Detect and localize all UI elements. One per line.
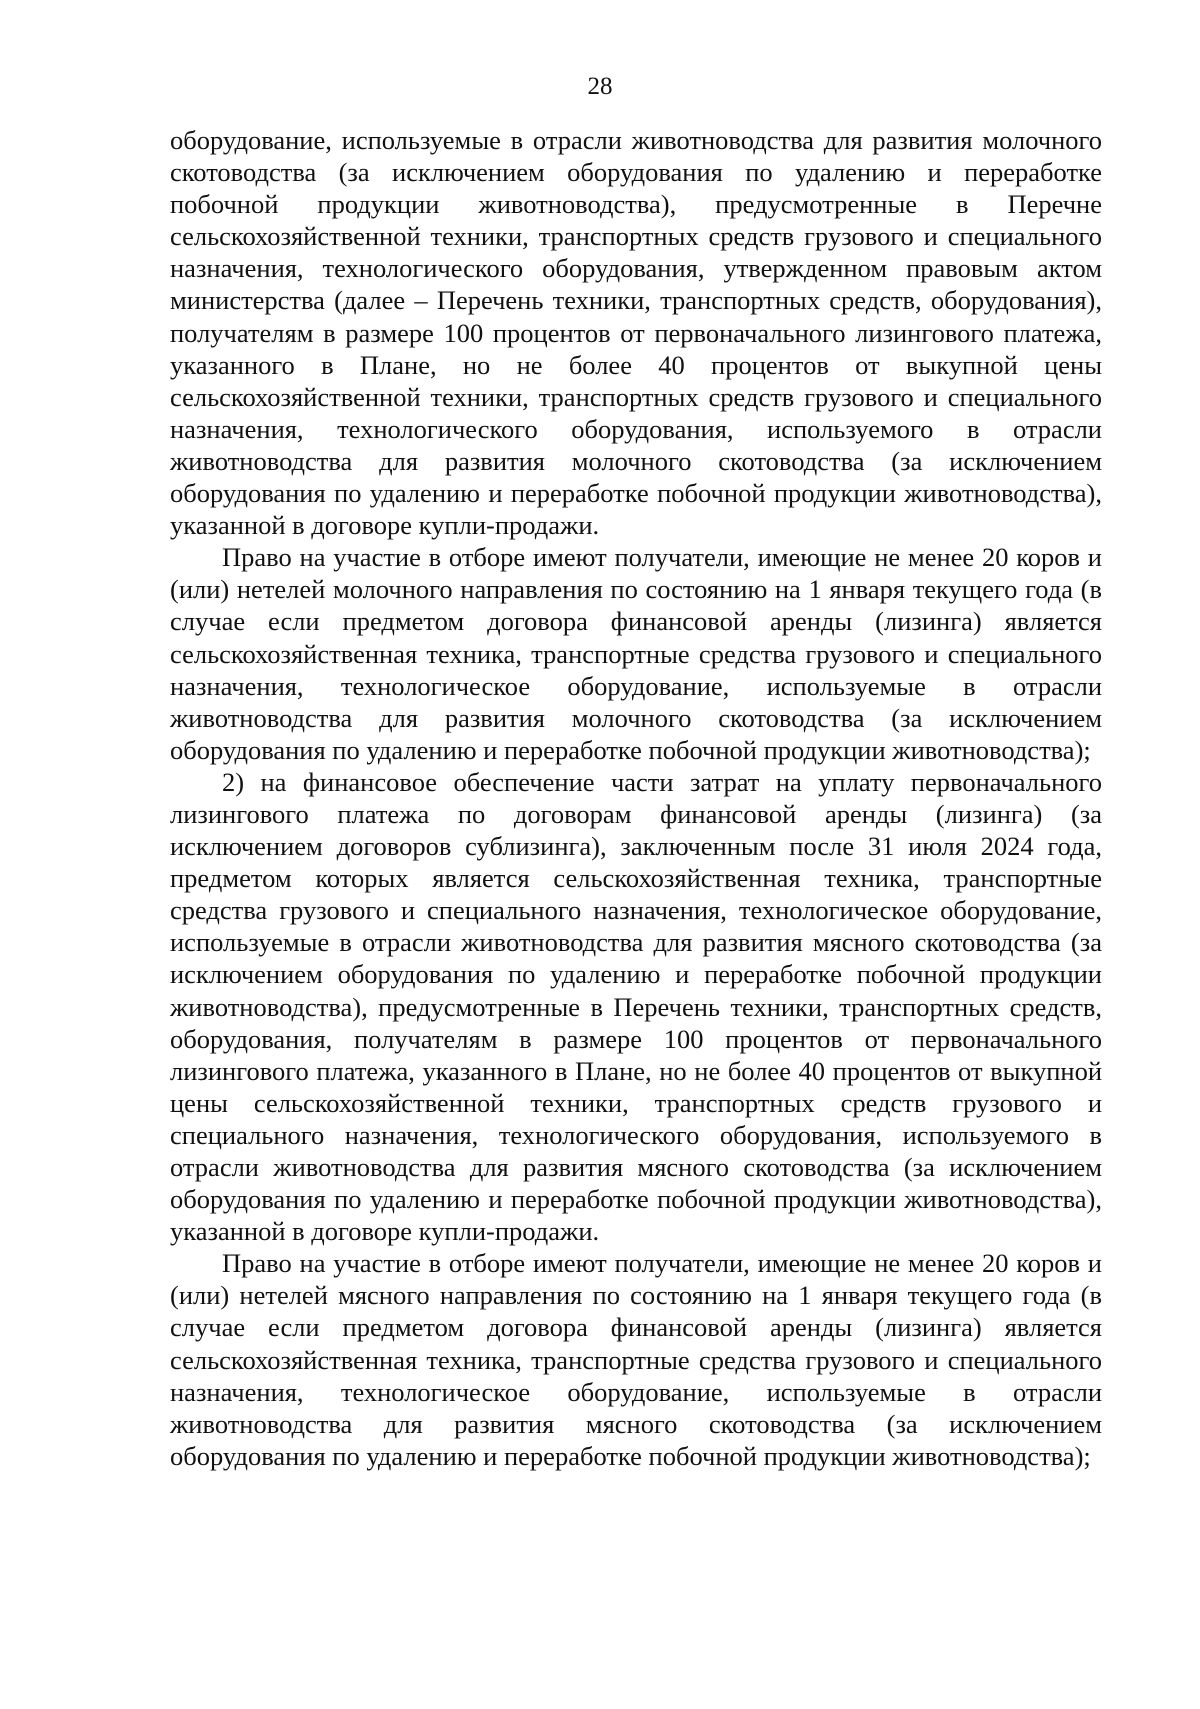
paragraph-eligibility-dairy: Право на участие в отборе имеют получатели, имеющие не менее 20 коров и (или) нетелей молочного направления по состоянию на 1 января текущего года (в случае если предметом договора финансовой аренды (лизинга) является сельскохозяйственная техника, транспортные средства грузового и специального назначения, технологическое оборудование, используемые в отрасли животноводства для развития молочного скотоводства (за исключением оборудования по удалению и переработке побочной продукции животноводства); bbox=[170, 542, 1102, 765]
paragraph-equipment-dairy-continued: оборудование, используемые в отрасли животноводства для развития молочного скотоводства (за исключением оборудования по удалению и переработке побочной продукции животноводства), предусмотренные в Перечне сельскохозяйственной техники, транспортных средств грузового и специального назначения, технологического оборудования, утвержденном правовым актом министерства (далее – Перечень техники, транспортных средств, оборудования), получателям в размере 100 процентов от первоначального лизингового платежа, указанного в Плане, но не более 40 процентов от выкупной цены сельскохозяйственной техники, транспортных средств грузового и специального назначения, технологического оборудования, используемого в отрасли животноводства для развития молочного скотоводства (за исключением оборудования по удалению и переработке побочной продукции животноводства), указанной в договоре купли-продажи. bbox=[170, 125, 1102, 541]
paragraph-eligibility-beef: Право на участие в отборе имеют получатели, имеющие не менее 20 коров и (или) нетелей мясного направления по состоянию на 1 января текущего года (в случае если предметом договора финансовой аренды (лизинга) является сельскохозяйственная техника, транспортные средства грузового и специального назначения, технологическое оборудование, используемые в отрасли животноводства для развития мясного скотоводства (за исключением оборудования по удалению и переработке побочной продукции животноводства); bbox=[170, 1248, 1102, 1471]
paragraph-item-2-beef-leasing: 2) на финансовое обеспечение части затрат на уплату первоначального лизингового платежа по договорам финансовой аренды (лизинга) (за исключением договоров сублизинга), заключенным после 31 июля 2024 года, предметом которых является сельскохозяйственная техника, транспортные средства грузового и специального назначения, технологическое оборудование, используемые в отрасли животноводства для развития мясного скотоводства (за исключением оборудования по удалению и переработке побочной продукции животноводства), предусмотренные в Перечень техники, транспортных средств, оборудования, получателям в размере 100 процентов от первоначального лизингового платежа, указанного в Плане, но не более 40 процентов от выкупной цены сельскохозяйственной техники, транспортных средств грузового и специального назначения, технологического оборудования, используемого в отрасли животноводства для развития мясного скотоводства (за исключением оборудования по удалению и переработке побочной продукции животноводства), указанной в договоре купли-продажи. bbox=[170, 766, 1102, 1247]
document-body bbox=[170, 124, 1102, 1472]
page-number: 28 bbox=[587, 73, 613, 100]
